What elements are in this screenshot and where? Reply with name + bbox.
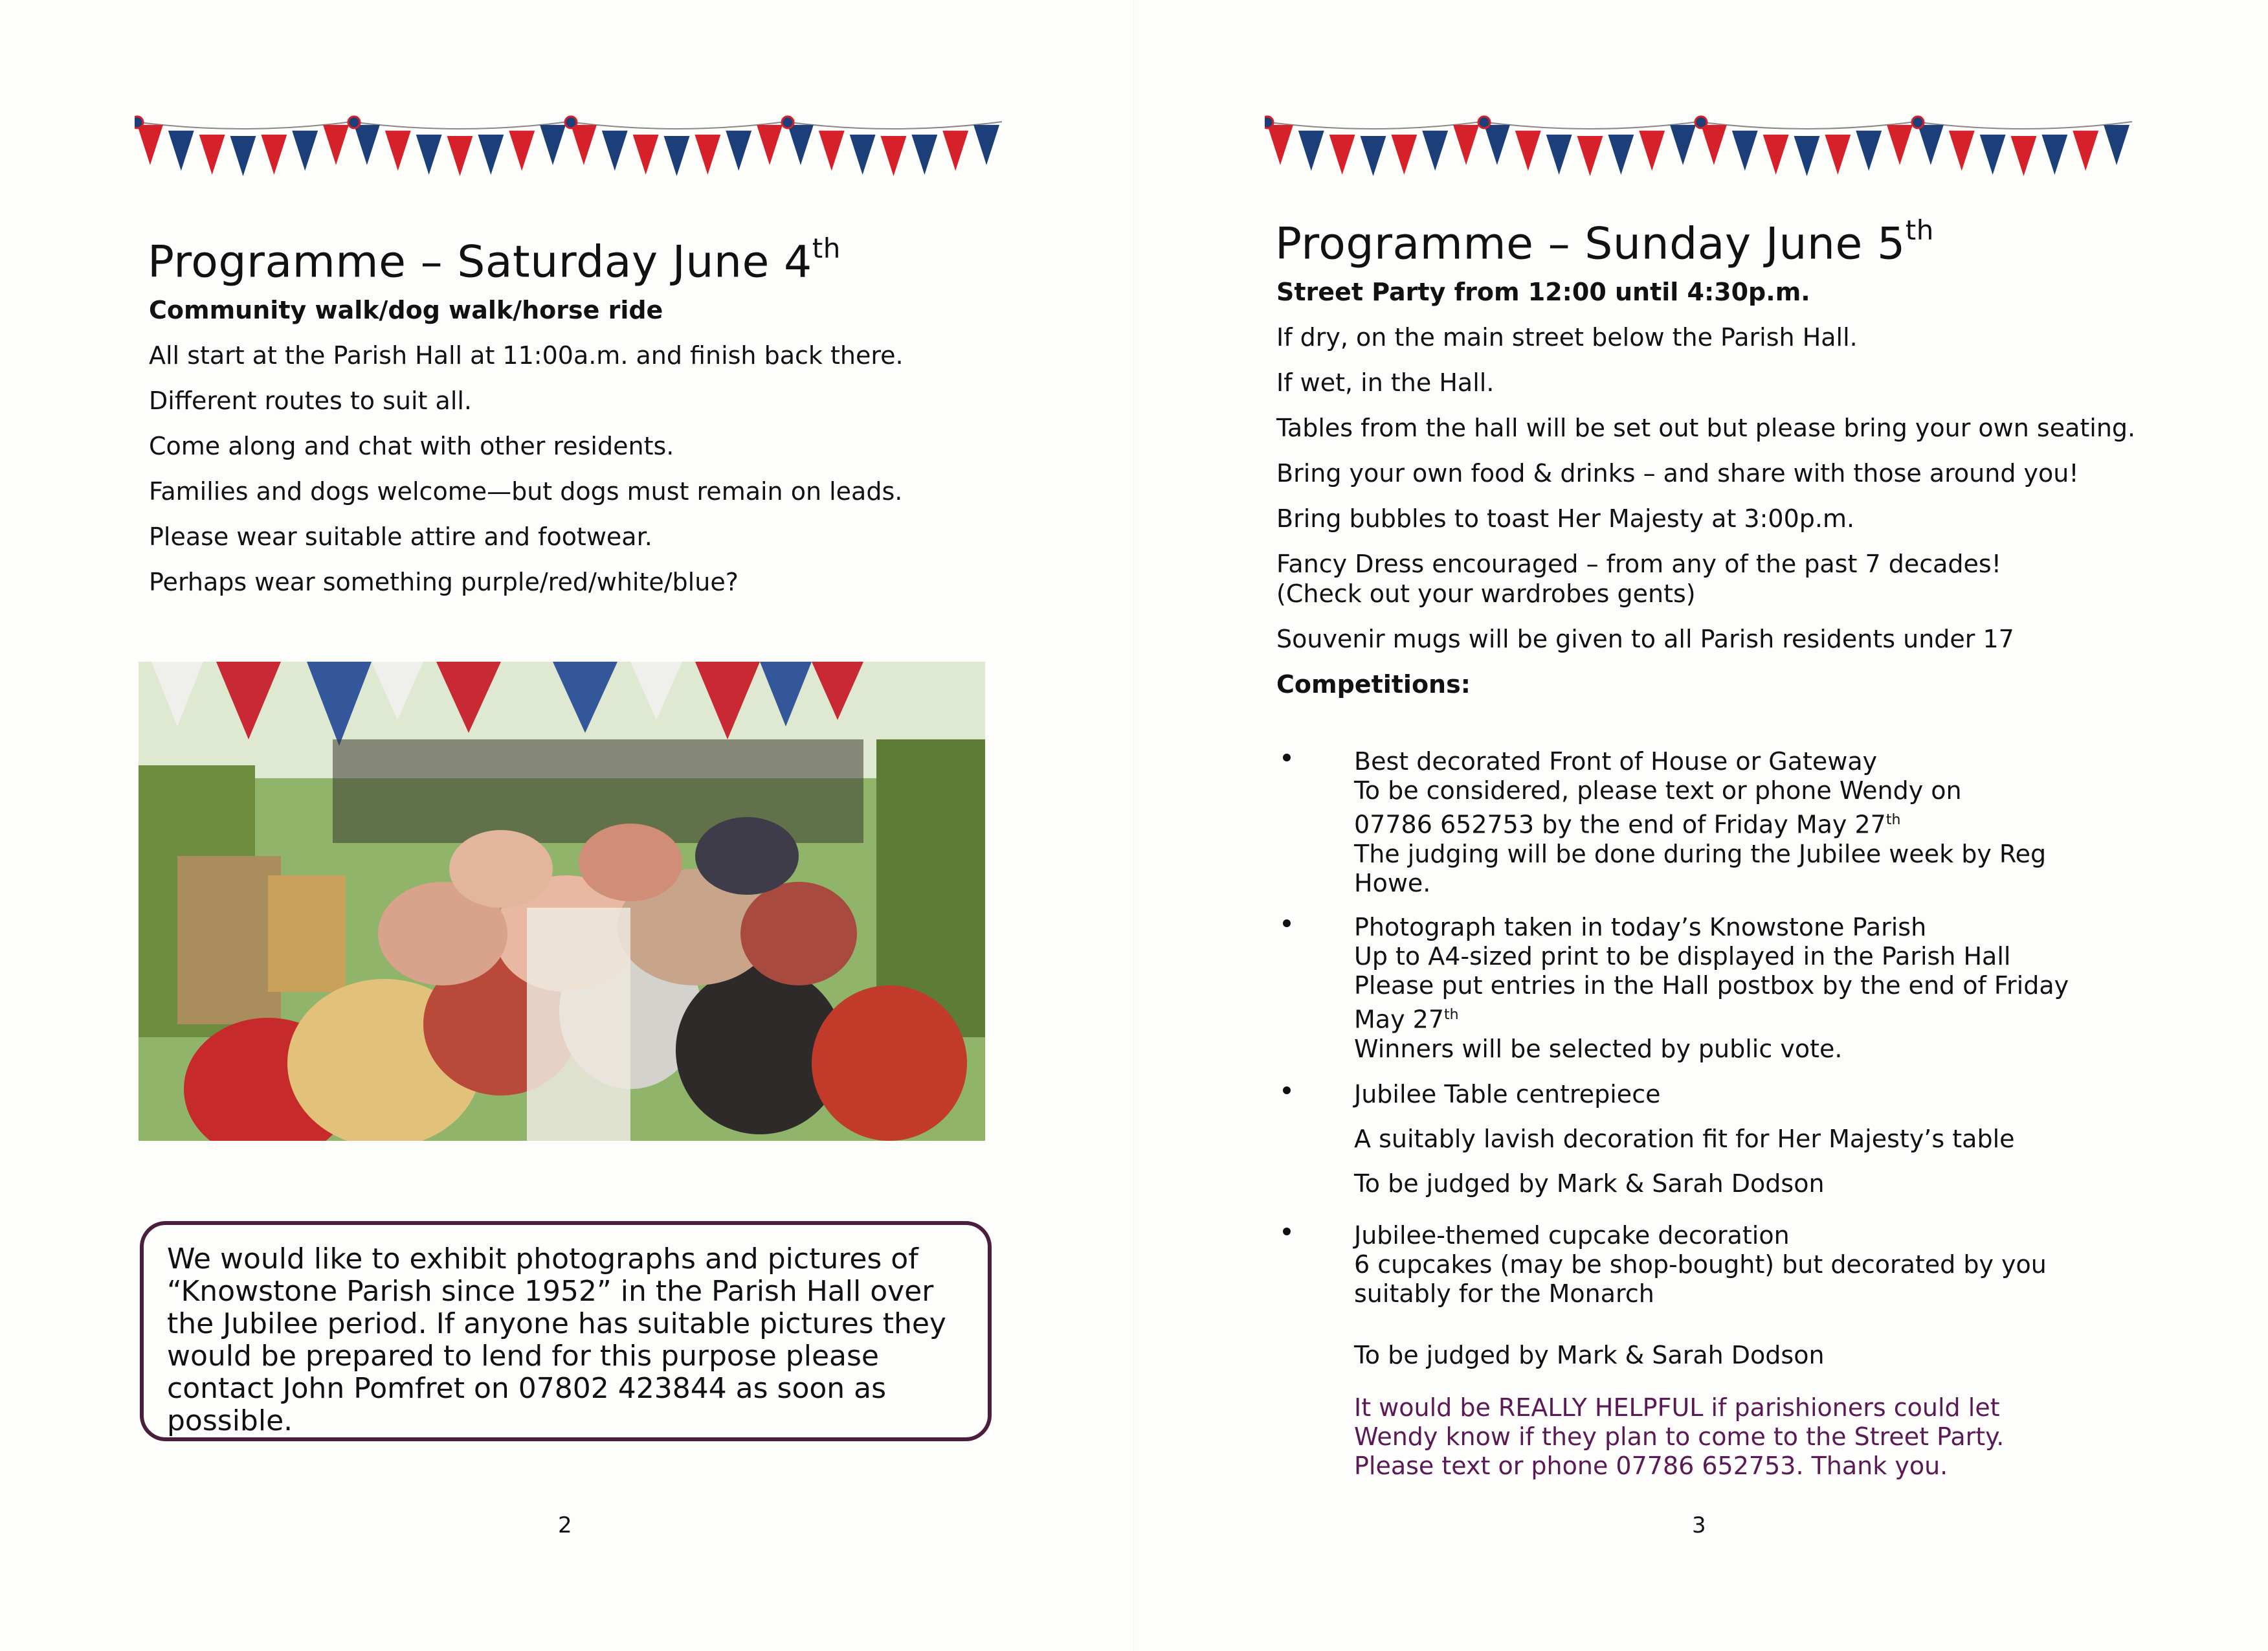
bunting-flag xyxy=(416,135,442,175)
bunting-flag xyxy=(509,131,535,171)
competition-line: To be judged by Mark & Sarah Dodson xyxy=(1354,1341,1825,1369)
detail-line: Bring bubbles to toast Her Majesty at 3:00p.m. xyxy=(1276,504,1855,533)
bunting-flag xyxy=(385,131,411,171)
bunting-flag xyxy=(230,136,256,176)
bunting-flag xyxy=(354,125,380,165)
rsvp-line: It would be REALLY HELPFUL if parishioners could let xyxy=(1354,1393,2000,1422)
bunting-flag xyxy=(323,125,349,165)
bunting-banner xyxy=(135,110,1002,181)
competition-line: suitably for the Monarch xyxy=(1354,1279,1654,1308)
page-title: Programme – Saturday June 4th xyxy=(148,232,841,288)
detail-line: Different routes to suit all. xyxy=(149,387,472,415)
competition-line: 07786 652753 by the end of Friday May 27th xyxy=(1354,810,1901,839)
bunting-flag xyxy=(819,131,845,171)
bunting-flag xyxy=(973,125,999,165)
bunting-flag xyxy=(1980,135,2006,175)
bunting-flag xyxy=(1608,135,1634,175)
competition-line: To be considered, please text or phone Wendy on xyxy=(1354,776,1962,805)
bunting-flag xyxy=(1267,125,1293,165)
bunting-flag xyxy=(137,125,163,165)
detail-line: Please wear suitable attire and footwear. xyxy=(149,522,652,551)
competitions-heading: Competitions: xyxy=(1276,670,1471,699)
bunting-flag xyxy=(1422,131,1448,171)
rsvp-line: Please text or phone 07786 652753. Thank you. xyxy=(1354,1452,1948,1480)
detail-line: Families and dogs welcome—but dogs must remain on leads. xyxy=(149,477,903,506)
detail-line: Tables from the hall will be set out but please bring your own seating. xyxy=(1276,414,2136,442)
bunting-flag xyxy=(2041,135,2067,175)
bunting-flag xyxy=(695,135,720,175)
bunting-flag xyxy=(1391,135,1417,175)
bunting-flag xyxy=(1453,125,1479,165)
bunting-flag xyxy=(1298,131,1324,171)
bullet-icon xyxy=(1283,919,1291,927)
bunting-flag xyxy=(478,135,504,175)
bullet-icon xyxy=(1283,1228,1291,1235)
bunting-flag xyxy=(1856,131,1882,171)
bunting-flag xyxy=(1577,136,1603,176)
competition-title: Photograph taken in today’s Knowstone Parish xyxy=(1354,913,1927,941)
competition-title: Jubilee Table centrepiece xyxy=(1354,1080,1661,1108)
event-heading: Community walk/dog walk/horse ride xyxy=(149,296,663,324)
bunting-flag xyxy=(788,125,814,165)
bunting-flag xyxy=(850,135,876,175)
bunting-flag xyxy=(664,136,690,176)
saturday-details xyxy=(149,295,990,612)
page-number: 3 xyxy=(1692,1512,1706,1538)
rsvp-request xyxy=(1354,1393,2196,1481)
bunting-flag xyxy=(911,135,937,175)
detail-line: (Check out your wardrobes gents) xyxy=(1276,579,1696,608)
bunting-flag xyxy=(757,125,783,165)
bunting-flag xyxy=(1639,131,1665,171)
bunting-flag xyxy=(540,125,566,165)
bunting-bow-icon xyxy=(565,117,577,128)
bunting-flag xyxy=(571,125,597,165)
bunting-flag xyxy=(633,135,659,175)
bunting-flag xyxy=(292,131,318,171)
competition-line: 6 cupcakes (may be shop-bought) but decorated by you xyxy=(1354,1250,2047,1279)
competition-title: Best decorated Front of House or Gateway xyxy=(1354,747,1878,776)
bunting-flag xyxy=(1484,125,1510,165)
competition-line: May 27th xyxy=(1354,1005,1459,1034)
bunting-flag xyxy=(1329,135,1355,175)
bunting-flag xyxy=(1670,125,1696,165)
bunting-flag xyxy=(1887,125,1913,165)
bullet-icon xyxy=(1283,754,1291,761)
bunting-flag xyxy=(1918,125,1944,165)
photo-appeal-notice: We would like to exhibit photographs and pictures of “Knowstone Parish since 1952” in the Parish Hall over the Jubilee period. If anyone has suitable pictures they would be prepared to lend for this purpose please contact John Pomfret on 07802 423844 as soon as possible. xyxy=(140,1221,992,1441)
detail-line: If wet, in the Hall. xyxy=(1276,368,1495,397)
competition-line: The judging will be done during the Jubilee week by Reg xyxy=(1354,839,2047,868)
bunting-flag xyxy=(1949,131,1975,171)
competition-line: A suitably lavish decoration fit for Her Majesty’s table xyxy=(1354,1125,2015,1153)
competition-title: Jubilee-themed cupcake decoration xyxy=(1354,1221,1790,1250)
bunting-flag xyxy=(1546,135,1572,175)
event-heading: Street Party from 12:00 until 4:30p.m. xyxy=(1276,278,1810,306)
bunting-banner xyxy=(1265,110,2132,181)
bunting-flag xyxy=(726,131,751,171)
bunting-flag xyxy=(602,131,628,171)
competition-line: Please put entries in the Hall postbox by the end of Friday xyxy=(1354,971,2069,1000)
bunting-flag xyxy=(1361,136,1386,176)
bunting-flag xyxy=(168,131,194,171)
bullet-icon xyxy=(1283,1086,1291,1094)
competition-line: To be judged by Mark & Sarah Dodson xyxy=(1354,1169,1825,1198)
bunting-flag xyxy=(881,136,907,176)
competition-line: Howe. xyxy=(1354,868,1431,897)
bunting-flag xyxy=(447,136,473,176)
bunting-bow-icon xyxy=(1265,117,1273,128)
competition-line: Winners will be selected by public vote. xyxy=(1354,1034,1843,1063)
bunting-flag xyxy=(2011,136,2037,176)
detail-line: Bring your own food & drinks – and share with those around you! xyxy=(1276,459,2079,488)
bunting-bow-icon xyxy=(782,117,794,128)
page-3 xyxy=(1134,0,2268,1651)
detail-line: If dry, on the main street below the Parish Hall. xyxy=(1276,323,1858,352)
bunting-flag xyxy=(1732,131,1758,171)
bunting-flag xyxy=(261,135,287,175)
bunting-bow-icon xyxy=(1478,117,1490,128)
detail-line: Perhaps wear something purple/red/white/blue? xyxy=(149,568,739,596)
bunting-flag xyxy=(1794,136,1820,176)
bunting-flag xyxy=(1825,135,1851,175)
street-party-photo xyxy=(139,662,985,1141)
sunday-details xyxy=(1276,277,2183,715)
bunting-flag xyxy=(1701,125,1727,165)
page-title: Programme – Sunday June 5th xyxy=(1275,214,1934,270)
bunting-bow-icon xyxy=(348,117,360,128)
detail-line: All start at the Parish Hall at 11:00a.m. and finish back there. xyxy=(149,341,904,370)
bunting-bow-icon xyxy=(1912,117,1924,128)
detail-line: Fancy Dress encouraged – from any of the past 7 decades! xyxy=(1276,550,2001,578)
bunting-bow-icon xyxy=(135,117,143,128)
bunting-bow-icon xyxy=(1695,117,1707,128)
rsvp-line: Wendy know if they plan to come to the Street Party. xyxy=(1354,1422,2005,1451)
bunting-flag xyxy=(942,131,968,171)
competition-line: Up to A4-sized print to be displayed in the Parish Hall xyxy=(1354,942,2011,971)
bunting-flag xyxy=(2104,125,2129,165)
page-number: 2 xyxy=(558,1512,572,1538)
bunting-flag xyxy=(1763,135,1789,175)
bunting-flag xyxy=(199,135,225,175)
bunting-flag xyxy=(2073,131,2098,171)
detail-line: Souvenir mugs will be given to all Parish residents under 17 xyxy=(1276,625,2014,653)
detail-line: Come along and chat with other residents. xyxy=(149,432,674,460)
bunting-flag xyxy=(1515,131,1541,171)
